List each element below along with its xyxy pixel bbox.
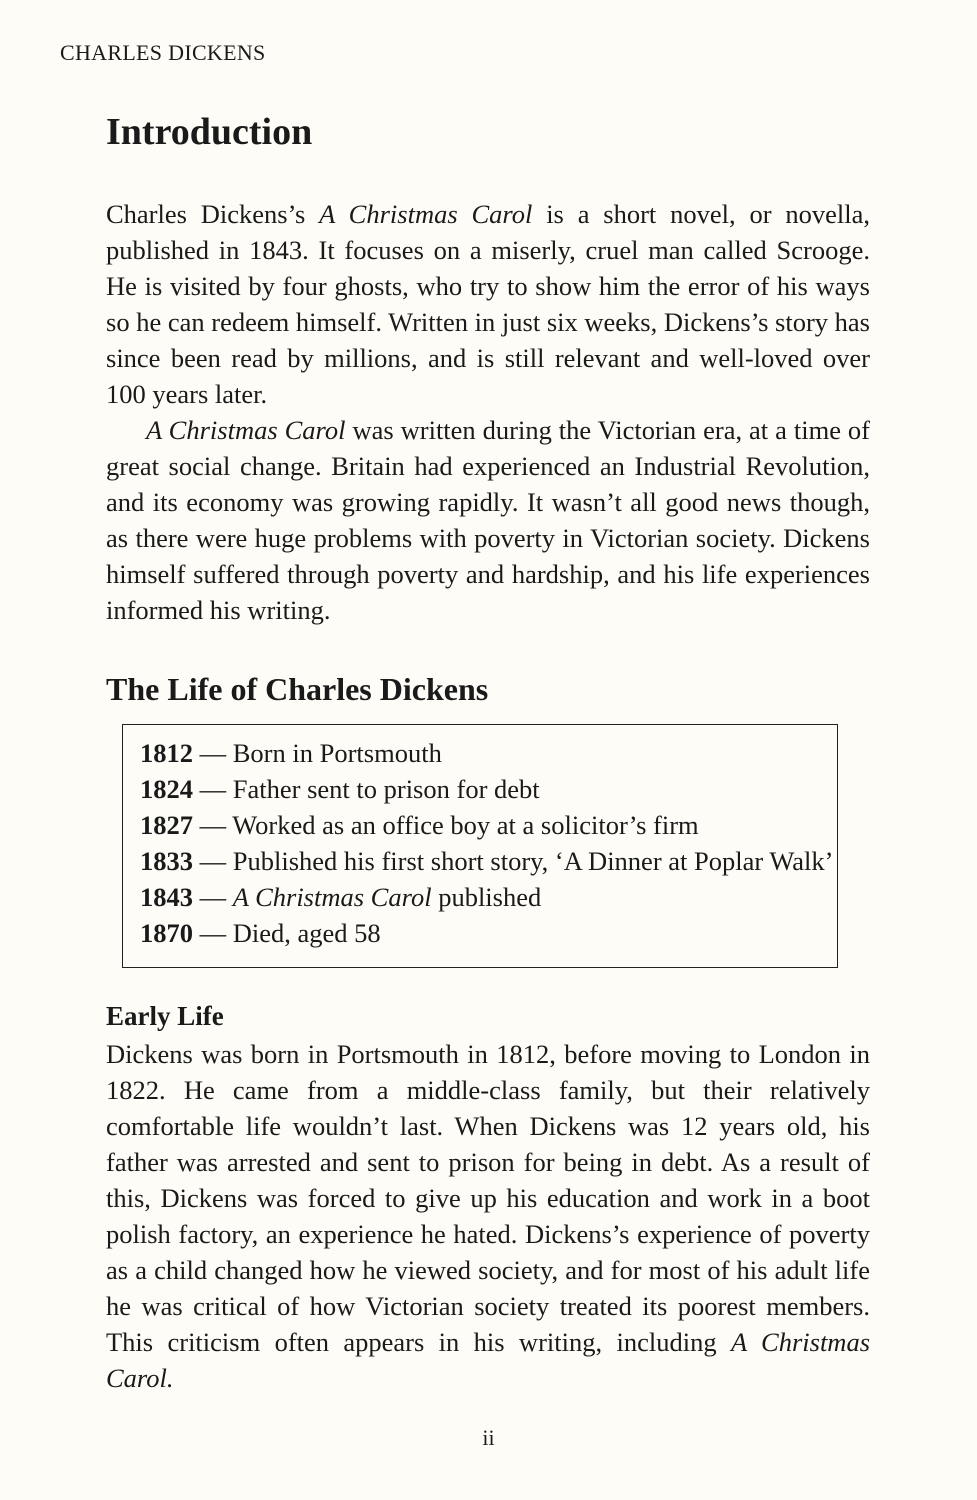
timeline-year: 1843 — [140, 882, 193, 912]
timeline-year: 1827 — [140, 810, 193, 840]
book-title-italic: A Christmas Carol — [319, 199, 533, 229]
early-life-heading: Early Life — [106, 1001, 224, 1031]
early-life-text: Dickens was born in Portsmouth in 1812, before moving to London in 1822. He came from a middle-class family, but their relatively comfortable life wouldn’t last. When Dickens was 12 years old, his father was arrested and sent to prison for being in debt. As a result of this, Dickens was forced to give up his education and work in a boot polish factory, an experience he hated. Dickens’s experience of poverty as a child changed how he viewed society, and for most of his adult life he was critical of how Victorian society treated its poorest members. This criticism often appears in his writing, including — [106, 1039, 870, 1357]
intro-paragraph-1 — [106, 196, 870, 412]
intro-p1-start: Charles Dickens’s — [106, 199, 320, 229]
timeline-year: 1870 — [140, 918, 193, 948]
timeline-dash: — — [193, 738, 233, 768]
book-title-italic: A Christmas Carol. — [106, 1327, 871, 1393]
book-title-italic: A Christmas Carol — [146, 415, 346, 445]
life-heading: The Life of Charles Dickens — [106, 671, 489, 707]
page-content — [106, 104, 870, 1396]
timeline-row — [140, 807, 837, 843]
intro-section — [106, 196, 870, 628]
timeline-event: Published his first short story, ‘A Dinner at Poplar Walk’ — [232, 846, 834, 876]
timeline-row — [140, 843, 837, 879]
intro-p1-rest: is a short novel, or novella, published in 1843. It focuses on a miserly, cruel man called Scrooge. He is visited by four ghosts, who try to show him the error of his ways so he can redeem himself. Written in just six weeks, Dickens’s story has since been read by millions, and is still relevant and well-loved over 100 years later. — [106, 199, 870, 409]
timeline-event: Born in Portsmouth — [232, 738, 442, 768]
timeline-event: Father sent to prison for debt — [232, 774, 540, 804]
timeline-dash: — — [193, 846, 233, 876]
timeline-row — [140, 915, 837, 951]
timeline-dash: — — [193, 810, 233, 840]
page-number: ii — [482, 1425, 495, 1450]
timeline-row — [140, 879, 837, 915]
timeline-dash: — — [193, 918, 233, 948]
timeline-event: published — [431, 882, 542, 912]
intro-paragraph-2 — [106, 412, 870, 628]
timeline-year: 1812 — [140, 738, 193, 768]
timeline-event: Died, aged 58 — [232, 918, 381, 948]
timeline-event-italic: A Christmas Carol — [232, 882, 432, 912]
running-head: CHARLES DICKENS — [60, 40, 266, 65]
timeline-event: Worked as an office boy at a solicitor’s firm — [232, 810, 699, 840]
timeline-row — [140, 735, 837, 771]
early-life-paragraph — [106, 1036, 870, 1396]
intro-p2-rest: was written during the Victorian era, at a time of great social change. Britain had experienced an Industrial Revolution, and its economy was growing rapidly. It wasn’t all good news though, as there were huge problems with poverty in Victorian society. Dickens himself suffered through poverty and hardship, and his life experiences informed his writing. — [106, 415, 870, 625]
timeline-dash: — — [193, 774, 233, 804]
timeline-year: 1824 — [140, 774, 193, 804]
timeline-row — [140, 771, 837, 807]
page-title: Introduction — [106, 111, 313, 153]
timeline-dash: — — [193, 882, 233, 912]
timeline-year: 1833 — [140, 846, 193, 876]
timeline-box — [122, 724, 838, 968]
